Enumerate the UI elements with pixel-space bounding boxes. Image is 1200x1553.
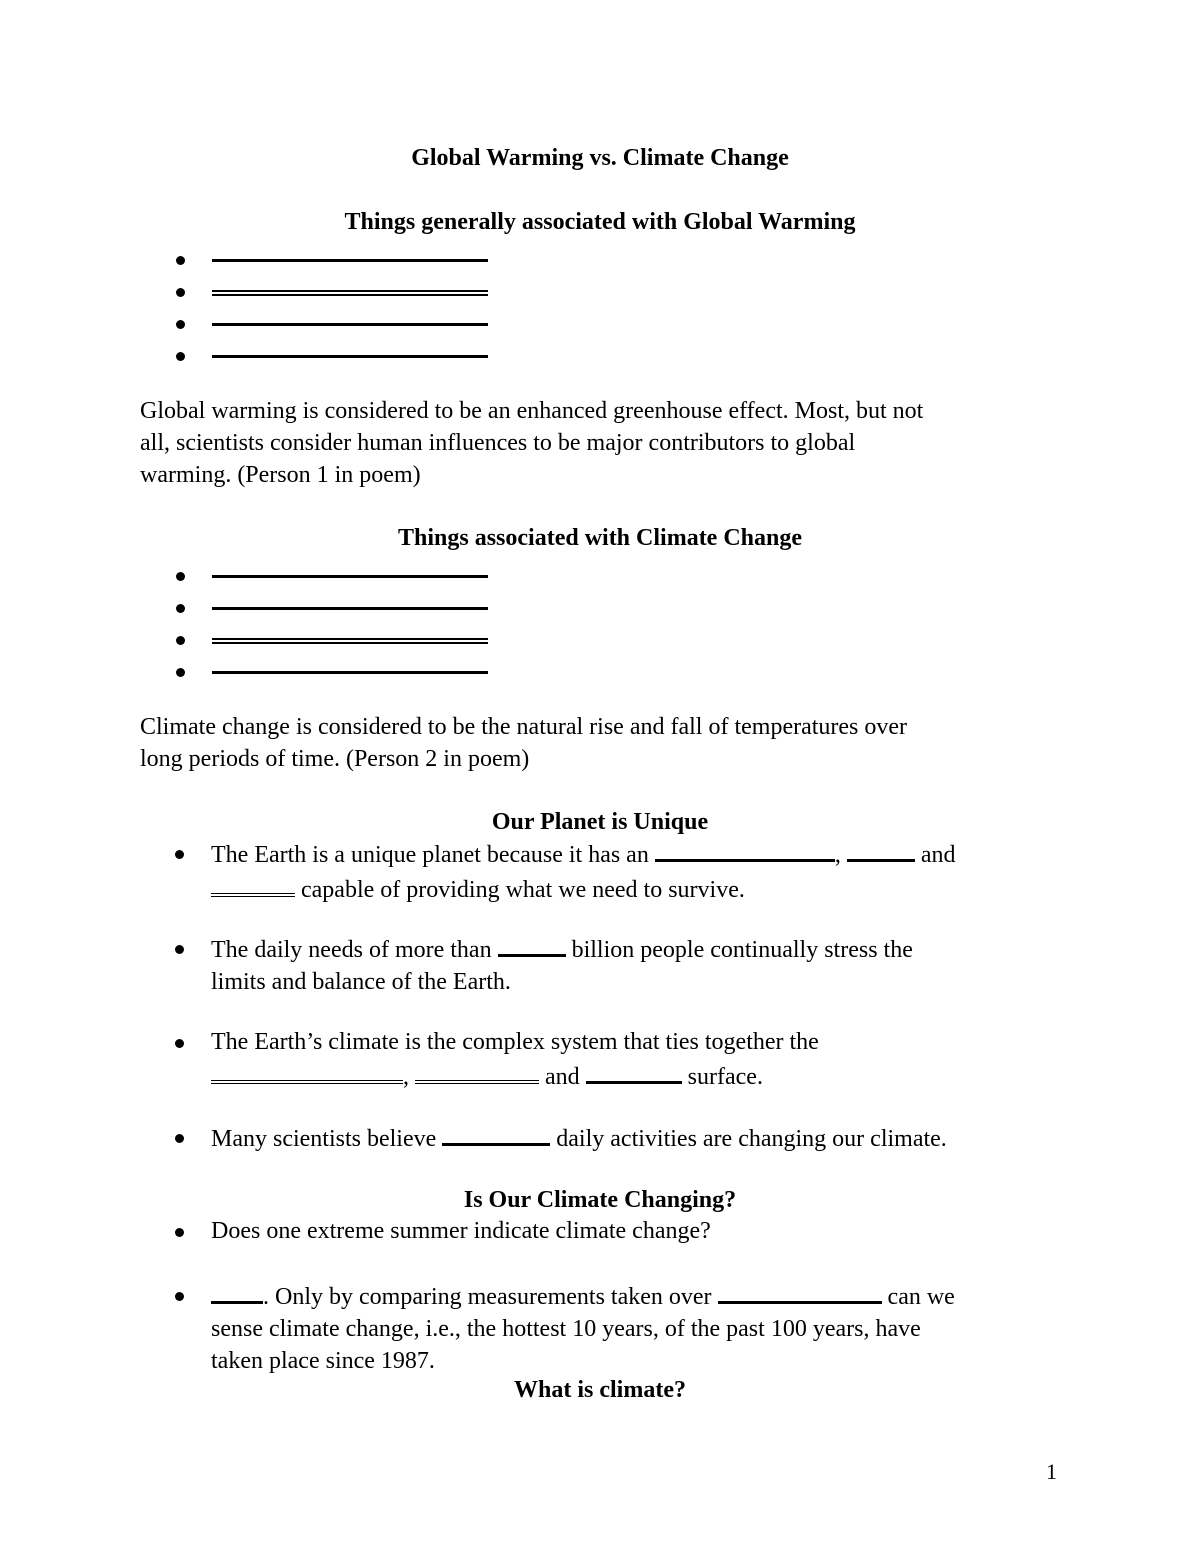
- answer-blank[interactable]: [212, 638, 488, 644]
- bullet-icon: [176, 668, 185, 677]
- list-item-earths-climate: [211, 1026, 1071, 1093]
- item-text: sense climate change, i.e., the hottest 10 years, of the past 100 years, have: [211, 1316, 921, 1342]
- section-heading-what-is-climate: What is climate?: [514, 1377, 686, 1403]
- bullet-icon: [175, 1039, 184, 1048]
- climate-change-paragraph: [140, 711, 1060, 775]
- bullet-icon: [175, 945, 184, 954]
- answer-blank[interactable]: [442, 1121, 550, 1146]
- section-heading-climate-changing: Is Our Climate Changing?: [463, 1187, 737, 1213]
- bullet-icon: [176, 604, 185, 613]
- paragraph-line: Global warming is considered to be an enhanced greenhouse effect. Most, but not: [140, 398, 924, 424]
- item-text: daily activities are changing our climate.: [550, 1126, 947, 1152]
- item-text: and: [539, 1064, 586, 1090]
- item-text: Many scientists believe: [211, 1126, 443, 1152]
- answer-blank[interactable]: [212, 671, 488, 674]
- item-text: The Earth’s climate is the complex system that ties together the: [211, 1029, 819, 1055]
- paragraph-line: long periods of time. (Person 2 in poem): [140, 746, 530, 772]
- item-text: ,: [403, 1064, 415, 1090]
- answer-blank[interactable]: [415, 1058, 539, 1084]
- answer-blank[interactable]: [498, 932, 566, 957]
- bullet-icon: [176, 352, 185, 361]
- answer-blank[interactable]: [655, 837, 835, 862]
- paragraph-line: Climate change is considered to be the natural rise and fall of temperatures over: [140, 714, 908, 740]
- bullet-icon: [175, 850, 184, 859]
- answer-blank[interactable]: [212, 575, 488, 578]
- section-heading-climate-change: Things associated with Climate Change: [397, 525, 803, 551]
- answer-blank[interactable]: [212, 290, 488, 296]
- answer-blank[interactable]: [212, 355, 488, 358]
- answer-blank[interactable]: [718, 1279, 882, 1304]
- list-item-extreme-summer: [211, 1215, 1071, 1247]
- item-text: The daily needs of more than: [211, 937, 498, 963]
- item-text: and: [914, 842, 956, 868]
- list-item-daily-needs: [211, 932, 1071, 998]
- item-text: taken place since 1987.: [211, 1348, 435, 1374]
- answer-blank[interactable]: [212, 323, 488, 326]
- section-heading-our-planet: Our Planet is Unique: [491, 809, 709, 835]
- bullet-icon: [176, 256, 185, 265]
- answer-blank[interactable]: [212, 259, 488, 262]
- item-text: . Only by comparing measurements taken over: [263, 1284, 718, 1310]
- answer-blank[interactable]: [847, 837, 915, 862]
- section-heading-global-warming: Things generally associated with Global Warming: [344, 209, 856, 235]
- page-title: Global Warming vs. Climate Change: [411, 145, 789, 171]
- item-text: The Earth is a unique planet because it has an: [211, 842, 655, 868]
- bullet-icon: [176, 636, 185, 645]
- answer-blank[interactable]: [211, 1058, 403, 1084]
- item-text: capable of providing what we need to survive.: [295, 877, 745, 903]
- list-item-unique-planet: [211, 837, 1071, 906]
- item-text: limits and balance of the Earth.: [211, 969, 511, 995]
- bullet-icon: [175, 1134, 184, 1143]
- item-text: ,: [834, 842, 847, 868]
- list-item-comparing-measurements: [211, 1279, 1071, 1377]
- global-warming-paragraph: [140, 395, 1060, 491]
- answer-blank[interactable]: [212, 607, 488, 610]
- item-text: can we: [881, 1284, 955, 1310]
- item-text: surface.: [681, 1064, 763, 1090]
- page-number: 1: [1046, 1459, 1057, 1484]
- answer-blank[interactable]: [211, 1279, 263, 1304]
- bullet-icon: [175, 1228, 184, 1237]
- answer-blank[interactable]: [586, 1059, 682, 1084]
- bullet-icon: [176, 320, 185, 329]
- bullet-icon: [176, 572, 185, 581]
- item-text: billion people continually stress the: [565, 937, 913, 963]
- list-item-scientists-believe: [211, 1121, 1071, 1155]
- item-text: Does one extreme summer indicate climate change?: [211, 1218, 711, 1244]
- paragraph-line: all, scientists consider human influences to be major contributors to global: [140, 430, 856, 456]
- bullet-icon: [176, 288, 185, 297]
- bullet-icon: [175, 1292, 184, 1301]
- answer-blank[interactable]: [211, 871, 295, 897]
- paragraph-line: warming. (Person 1 in poem): [140, 462, 421, 488]
